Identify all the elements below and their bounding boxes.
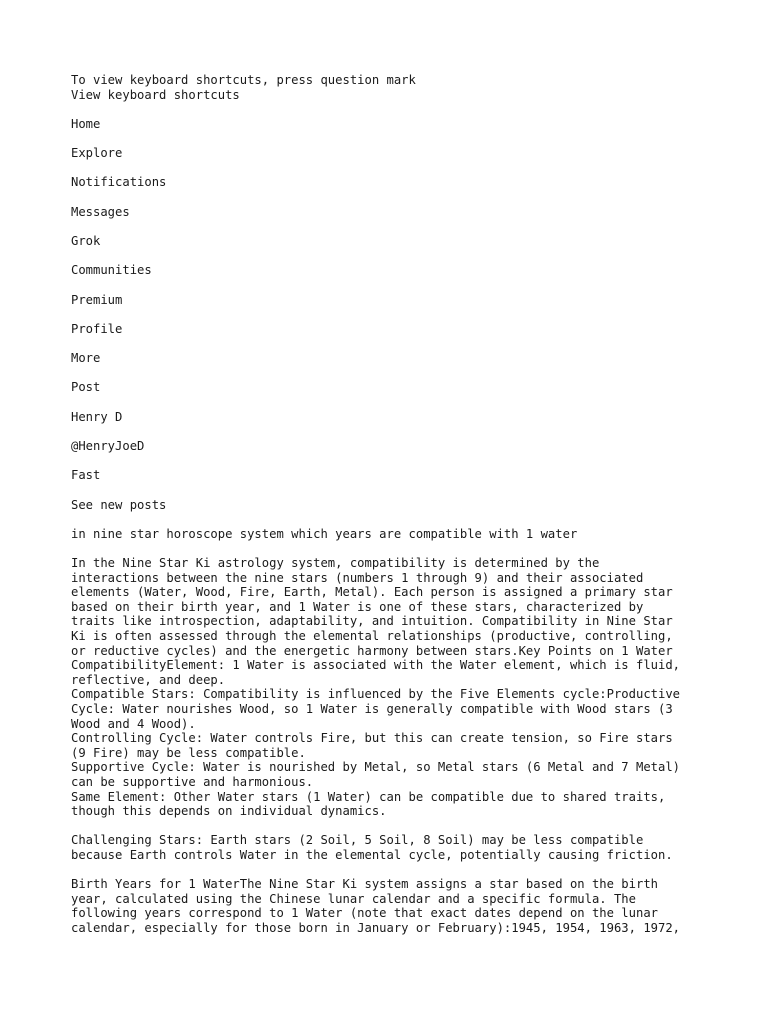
nav-more[interactable]: More [71, 351, 101, 366]
nav-home[interactable]: Home [71, 116, 101, 131]
post-button[interactable]: Post [71, 380, 101, 395]
account-switcher[interactable] [71, 410, 711, 454]
nav-profile[interactable]: Profile [71, 321, 123, 336]
nav-grok[interactable]: Grok [71, 234, 101, 248]
see-new-posts-button[interactable]: See new posts [71, 497, 167, 512]
nav-notifications[interactable]: Notifications [71, 175, 167, 190]
primary-nav [71, 117, 711, 395]
answer-paragraph: Challenging Stars: Earth stars (2 Soil, 5 Soil, 8 Soil) may be less compatible because Earth controls Water in the elemental cycle, potentially causing friction. [71, 833, 673, 862]
nav-communities[interactable]: Communities [71, 263, 152, 278]
mode-selector[interactable]: Fast [71, 468, 101, 483]
account-name: Henry D [71, 409, 123, 424]
nav-messages[interactable]: Messages [71, 204, 130, 219]
user-question: in nine star horoscope system which years are compatible with 1 water [71, 526, 578, 541]
nav-premium[interactable]: Premium [71, 292, 123, 307]
grok-answer [71, 556, 711, 935]
account-handle: @HenryJoeD [71, 438, 145, 453]
answer-paragraph: Birth Years for 1 WaterThe Nine Star Ki system assigns a star based on the birth year, calculated using the Chinese lunar calendar and a specific formula. The following years correspond to 1 Water (note that exact dates depend on the lunar calendar, especially for those born in January or February):1945, 1954, 1963, 1972, [71, 877, 681, 935]
keyboard-shortcut-hint: To view keyboard shortcuts, press question mark [71, 73, 416, 87]
page-content [71, 73, 711, 936]
view-keyboard-shortcuts-link[interactable]: View keyboard shortcuts [71, 87, 240, 102]
answer-paragraph: In the Nine Star Ki astrology system, compatibility is determined by the interactions between the nine stars (numbers 1 through 9) and their associated elements (Water, Wood, Fire, Earth, Metal). Each person is assigned a primary star based on their birth year, and 1 Water is one of these stars, characterized by traits like introspection, adaptability, and intuition. Compatibility in Nine Star Ki is often assessed through the elemental relationships (productive, controlling, or reductive cycles) and the energetic harmony between stars.Key Points on 1 Water CompatibilityElement: 1 Water is associated with the Water element, which is fluid, reflective, and deep. Compatible Stars: Compatibility is influenced by the Five Elements cycle:Productive Cycle: Water nourishes Wood, so 1 Water is generally compatible with Wood stars (3 Wood and 4 Wood). Controlling Cycle: Water controls Fire, but this can create tension, so Fire stars (9 Fire) may be less compatible. Supportive Cycle: Water is nourished by Metal, so Metal stars (6 Metal and 7 Metal) can be supportive and harmonious. Same Element: Other Water stars (1 Water) can be compatible due to shared traits, though this depends on individual dynamics. [71, 556, 681, 819]
nav-explore[interactable]: Explore [71, 146, 123, 161]
